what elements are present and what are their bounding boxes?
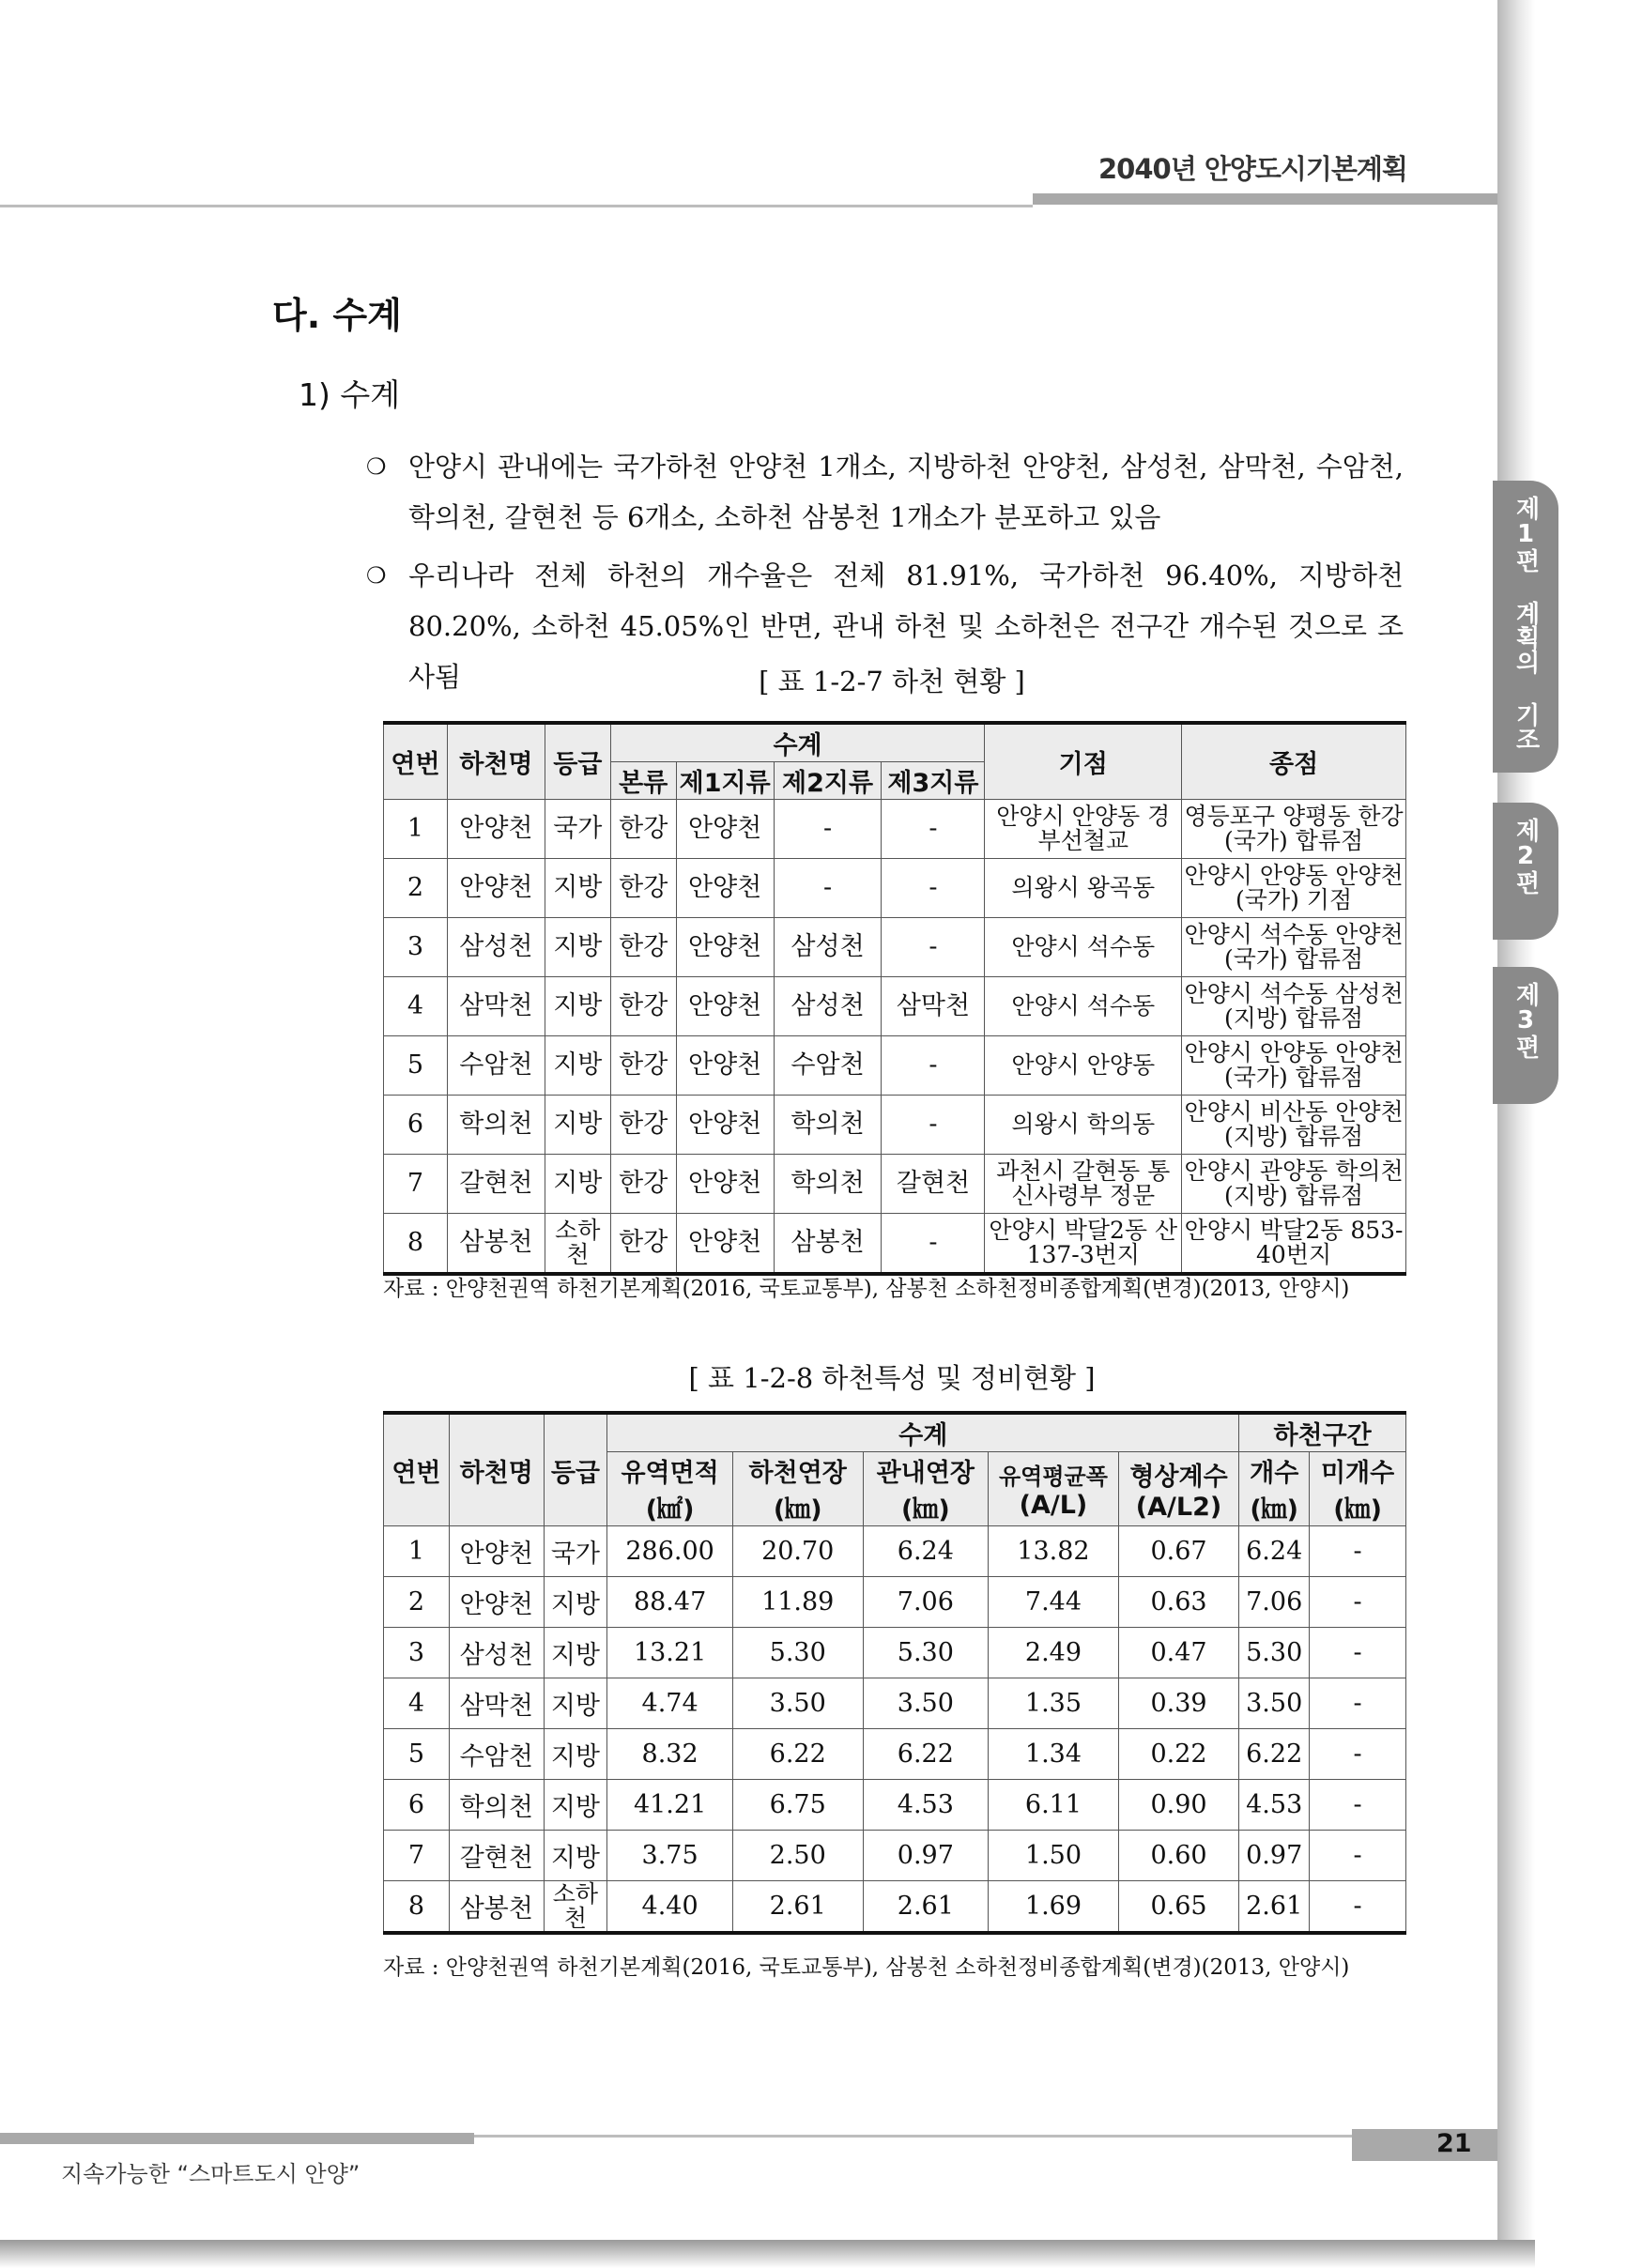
table2-caption: [ 표 1-2-8 하천특성 및 정비현황 ] — [688, 1362, 1096, 1394]
cell: 1 — [384, 800, 448, 859]
cell: - — [1310, 1678, 1406, 1729]
col-header-area — [607, 1452, 733, 1526]
cell: 삼막천 — [882, 977, 985, 1036]
page-edge-shadow — [1497, 0, 1535, 2240]
footer-slogan: 지속가능한 “스마트도시 안양” — [61, 2161, 361, 2187]
cell: 한강 — [610, 1214, 676, 1275]
cell: - — [882, 1036, 985, 1096]
header-unit: (㎞) — [773, 1495, 822, 1525]
side-tab-part1[interactable] — [1493, 481, 1558, 773]
cell: 안양시 박달2동 853-40번지 — [1182, 1214, 1406, 1275]
river-status-table — [383, 721, 1406, 1276]
cell: 삼막천 — [449, 1678, 544, 1729]
header-unit: (㎞) — [1333, 1495, 1382, 1525]
header-unit: (㎞) — [900, 1495, 950, 1525]
cell: 한강 — [610, 800, 676, 859]
section-subtitle: 1) 수계 — [299, 376, 401, 413]
cell: 의왕시 학의동 — [985, 1096, 1182, 1155]
cell: 학의천 — [449, 1780, 544, 1831]
cell: 학의천 — [774, 1096, 882, 1155]
col-header-no: 연번 — [384, 1413, 450, 1526]
cell: 6.24 — [1239, 1526, 1310, 1577]
circle-bullet-icon: ❍ — [366, 562, 387, 589]
cell: 안양천 — [676, 859, 774, 918]
col-header-main: 본류 — [610, 762, 676, 800]
cell: 7.44 — [989, 1577, 1119, 1628]
cell: - — [882, 859, 985, 918]
cell: - — [882, 800, 985, 859]
cell: 2.61 — [1239, 1881, 1310, 1934]
cell: 6.22 — [1239, 1729, 1310, 1780]
cell: 3 — [384, 1628, 450, 1678]
table-row — [384, 800, 1406, 859]
cell: 0.63 — [1118, 1577, 1238, 1628]
cell: 갈현천 — [882, 1155, 985, 1214]
cell: 안양천 — [676, 1214, 774, 1275]
cell: 안양시 석수동 — [985, 977, 1182, 1036]
header-label: 관내연장 — [876, 1459, 975, 1488]
cell: 5 — [384, 1036, 448, 1096]
cell: 안양시 안양동 안양천(국가) 기점 — [1182, 859, 1406, 918]
col-header-name: 하천명 — [447, 723, 545, 800]
cell: 2.61 — [732, 1881, 863, 1934]
cell: 지방 — [545, 859, 610, 918]
cell: 삼봉천 — [449, 1881, 544, 1934]
cell: 수암천 — [449, 1729, 544, 1780]
cell: 수암천 — [774, 1036, 882, 1096]
table-row — [384, 1214, 1406, 1275]
cell: 삼성천 — [447, 918, 545, 977]
col-header-no: 연번 — [384, 723, 448, 800]
cell: 6 — [384, 1096, 448, 1155]
col-header-trib2: 제2지류 — [774, 762, 882, 800]
cell: 4 — [384, 1678, 450, 1729]
cell: 13.21 — [607, 1628, 733, 1678]
cell: 20.70 — [732, 1526, 863, 1577]
page-number: 21 — [1436, 2129, 1472, 2158]
cell: - — [774, 859, 882, 918]
col-header-end: 종점 — [1182, 723, 1406, 800]
table-row — [384, 859, 1406, 918]
bullet-paragraph — [366, 441, 1404, 543]
cell: 7.06 — [1239, 1577, 1310, 1628]
footer-rule — [474, 2135, 1352, 2138]
cell: 0.22 — [1118, 1729, 1238, 1780]
cell: 5.30 — [1239, 1628, 1310, 1678]
cell: 한강 — [610, 977, 676, 1036]
cell: - — [1310, 1526, 1406, 1577]
cell: 삼성천 — [774, 918, 882, 977]
page-bottom-shadow — [0, 2240, 1535, 2268]
cell: 2.49 — [989, 1628, 1119, 1678]
cell: - — [882, 1096, 985, 1155]
table-row — [384, 1036, 1406, 1096]
col-header-inner — [863, 1452, 989, 1526]
cell: 1.34 — [989, 1729, 1119, 1780]
cell: 영등포구 양평동 한강(국가) 합류점 — [1182, 800, 1406, 859]
cell: 한강 — [610, 1155, 676, 1214]
cell: 0.90 — [1118, 1780, 1238, 1831]
cell: 2.61 — [863, 1881, 989, 1934]
table-row — [384, 1628, 1406, 1678]
header-label: 하천연장 — [748, 1459, 847, 1488]
cell: 안양천 — [449, 1577, 544, 1628]
table-row — [384, 1526, 1406, 1577]
cell: 8 — [384, 1214, 448, 1275]
cell: 안양천 — [676, 1036, 774, 1096]
cell: 3 — [384, 918, 448, 977]
cell: 학의천 — [774, 1155, 882, 1214]
col-header-group: 수계 — [610, 723, 985, 762]
cell: 지방 — [544, 1780, 607, 1831]
table1-source: 자료 : 안양천권역 하천기본계획(2016, 국토교통부), 삼봉천 소하천정비종합계획(변경)(2013, 안양시) — [383, 1277, 1350, 1301]
cell: 국가 — [544, 1526, 607, 1577]
cell: 삼막천 — [447, 977, 545, 1036]
cell: 4.53 — [863, 1780, 989, 1831]
header-unit: (A/L2) — [1135, 1493, 1222, 1522]
cell: 0.67 — [1118, 1526, 1238, 1577]
cell: 6.75 — [732, 1780, 863, 1831]
cell: 과천시 갈현동 통신사령부 정문 — [985, 1155, 1182, 1214]
bullet-text: 안양시 관내에는 국가하천 안양천 1개소, 지방하천 안양천, 삼성천, 삼막천, 수암천, 학의천, 갈현천 등 6개소, 소하천 삼봉천 1개소가 분포하고 있음 — [408, 451, 1404, 533]
col-header-length — [732, 1452, 863, 1526]
col-header-trib3: 제3지류 — [882, 762, 985, 800]
cell: 안양시 석수동 삼성천(지방) 합류점 — [1182, 977, 1406, 1036]
cell: 8.32 — [607, 1729, 733, 1780]
cell: 국가 — [545, 800, 610, 859]
cell: 4.74 — [607, 1678, 733, 1729]
table-row — [384, 977, 1406, 1036]
footer-rule-bar — [0, 2133, 474, 2144]
cell: 지방 — [544, 1831, 607, 1881]
cell: 안양시 안양동 안양천(국가) 합류점 — [1182, 1036, 1406, 1096]
col-header-shape — [1118, 1452, 1238, 1526]
col-header-width — [989, 1452, 1119, 1526]
cell: 8 — [384, 1881, 450, 1934]
table-row — [384, 1678, 1406, 1729]
cell: - — [1310, 1729, 1406, 1780]
cell: - — [882, 1214, 985, 1275]
table-row — [384, 1780, 1406, 1831]
table-row — [384, 1729, 1406, 1780]
cell: 5.30 — [863, 1628, 989, 1678]
circle-bullet-icon: ❍ — [366, 453, 387, 480]
cell: 6.22 — [732, 1729, 863, 1780]
cell: 소하천 — [544, 1881, 607, 1934]
cell: 0.39 — [1118, 1678, 1238, 1729]
cell: 4.40 — [607, 1881, 733, 1934]
cell: - — [1310, 1780, 1406, 1831]
cell: 의왕시 왕곡동 — [985, 859, 1182, 918]
cell: 안양천 — [449, 1526, 544, 1577]
section-title: 다. 수계 — [272, 295, 402, 336]
cell: 4.53 — [1239, 1780, 1310, 1831]
bullet-text: 우리나라 전체 하천의 개수율은 전체 81.91%, 국가하천 96.40%, 지방하천 80.20%, 소하천 45.05%인 반면, 관내 하천 및 소하천은 전구간 개수된 것으로 조사됨 — [408, 559, 1404, 693]
cell: 0.60 — [1118, 1831, 1238, 1881]
side-tab-part3[interactable] — [1493, 967, 1558, 1104]
cell: 지방 — [545, 977, 610, 1036]
cell: 7 — [384, 1831, 450, 1881]
cell: 3.50 — [863, 1678, 989, 1729]
cell: 안양시 안양동 경부선철교 — [985, 800, 1182, 859]
cell: 안양천 — [447, 859, 545, 918]
cell: 한강 — [610, 1036, 676, 1096]
cell: 7 — [384, 1155, 448, 1214]
col-header-undone — [1310, 1452, 1406, 1526]
cell: 11.89 — [732, 1577, 863, 1628]
cell: 1.35 — [989, 1678, 1119, 1729]
side-tab-part2[interactable] — [1493, 803, 1558, 940]
cell: 1.69 — [989, 1881, 1119, 1934]
cell: 0.65 — [1118, 1881, 1238, 1934]
cell: 0.47 — [1118, 1628, 1238, 1678]
cell: 286.00 — [607, 1526, 733, 1577]
cell: 한강 — [610, 859, 676, 918]
table-row — [384, 1155, 1406, 1214]
cell: 지방 — [545, 1096, 610, 1155]
cell: 지방 — [545, 1155, 610, 1214]
header-title: 2040년 안양도시기본계획 — [1098, 153, 1407, 185]
table1-caption: [ 표 1-2-7 하천 현황 ] — [759, 666, 1025, 697]
cell: 한강 — [610, 918, 676, 977]
cell: 지방 — [544, 1729, 607, 1780]
cell: 2.50 — [732, 1831, 863, 1881]
header-label: 형상계수 — [1129, 1463, 1228, 1492]
cell: - — [774, 800, 882, 859]
col-header-group: 수계 — [607, 1413, 1239, 1452]
table2-source: 자료 : 안양천권역 하천기본계획(2016, 국토교통부), 삼봉천 소하천정비종합계획(변경)(2013, 안양시) — [383, 1955, 1350, 1980]
cell: 안양시 안양동 — [985, 1036, 1182, 1096]
cell: 지방 — [544, 1577, 607, 1628]
side-tab-label: 제2편 — [1512, 818, 1540, 895]
cell: 0.97 — [1239, 1831, 1310, 1881]
cell: 갈현천 — [449, 1831, 544, 1881]
side-tab-label: 제1편 계획의 기조 — [1512, 496, 1540, 751]
table-row — [384, 1881, 1406, 1934]
cell: 안양시 석수동 안양천(국가) 합류점 — [1182, 918, 1406, 977]
header-rule — [0, 205, 1033, 207]
cell: 3.75 — [607, 1831, 733, 1881]
col-header-grade: 등급 — [545, 723, 610, 800]
header-unit: (A/L) — [1019, 1491, 1088, 1520]
cell: 6.11 — [989, 1780, 1119, 1831]
cell: 1 — [384, 1526, 450, 1577]
cell: 학의천 — [447, 1096, 545, 1155]
cell: 6.22 — [863, 1729, 989, 1780]
header-label: 유역면적 — [621, 1459, 719, 1488]
cell: 5 — [384, 1729, 450, 1780]
table-row — [384, 1096, 1406, 1155]
cell: 안양천 — [676, 800, 774, 859]
header-rule-bar — [1033, 193, 1497, 205]
table-row — [384, 1577, 1406, 1628]
cell: 갈현천 — [447, 1155, 545, 1214]
cell: 지방 — [545, 1036, 610, 1096]
header-unit: (㎞) — [1250, 1495, 1299, 1525]
cell: 2 — [384, 859, 448, 918]
cell: 한강 — [610, 1096, 676, 1155]
cell: 안양시 박달2동 산137-3번지 — [985, 1214, 1182, 1275]
col-header-start: 기점 — [985, 723, 1182, 800]
cell: 3.50 — [732, 1678, 863, 1729]
table-row — [384, 1831, 1406, 1881]
col-header-name: 하천명 — [449, 1413, 544, 1526]
cell: 41.21 — [607, 1780, 733, 1831]
cell: 안양시 석수동 — [985, 918, 1182, 977]
cell: 3.50 — [1239, 1678, 1310, 1729]
header-unit: (㎢) — [645, 1495, 695, 1525]
cell: 안양시 관양동 학의천(지방) 합류점 — [1182, 1155, 1406, 1214]
header-label: 유역평균폭 — [998, 1463, 1108, 1490]
cell: 삼봉천 — [447, 1214, 545, 1275]
side-tab-label: 제3편 — [1512, 982, 1540, 1059]
cell: 5.30 — [732, 1628, 863, 1678]
cell: 지방 — [545, 918, 610, 977]
col-header-trib1: 제1지류 — [676, 762, 774, 800]
cell: - — [1310, 1831, 1406, 1881]
col-header-section: 하천구간 — [1239, 1413, 1406, 1452]
cell: - — [1310, 1628, 1406, 1678]
cell: 6 — [384, 1780, 450, 1831]
cell: - — [1310, 1577, 1406, 1628]
page-number-bar — [1352, 2129, 1497, 2161]
table-row — [384, 918, 1406, 977]
cell: 삼봉천 — [774, 1214, 882, 1275]
cell: 13.82 — [989, 1526, 1119, 1577]
cell: 7.06 — [863, 1577, 989, 1628]
cell: 1.50 — [989, 1831, 1119, 1881]
cell: 안양천 — [447, 800, 545, 859]
header-label: 미개수 — [1320, 1459, 1395, 1488]
cell: 수암천 — [447, 1036, 545, 1096]
cell: 안양시 비산동 안양천(지방) 합류점 — [1182, 1096, 1406, 1155]
cell: 지방 — [544, 1628, 607, 1678]
river-characteristics-table — [383, 1411, 1406, 1935]
cell: 2 — [384, 1577, 450, 1628]
cell: - — [882, 918, 985, 977]
cell: 삼성천 — [774, 977, 882, 1036]
cell: 삼성천 — [449, 1628, 544, 1678]
cell: 소하천 — [545, 1214, 610, 1275]
cell: 안양천 — [676, 918, 774, 977]
cell: 안양천 — [676, 1155, 774, 1214]
cell: 안양천 — [676, 1096, 774, 1155]
header-label: 개수 — [1250, 1459, 1299, 1488]
cell: 6.24 — [863, 1526, 989, 1577]
cell: 지방 — [544, 1678, 607, 1729]
col-header-done — [1239, 1452, 1310, 1526]
cell: 0.97 — [863, 1831, 989, 1881]
cell: 88.47 — [607, 1577, 733, 1628]
col-header-grade: 등급 — [544, 1413, 607, 1526]
cell: 안양천 — [676, 977, 774, 1036]
cell: - — [1310, 1881, 1406, 1934]
cell: 4 — [384, 977, 448, 1036]
